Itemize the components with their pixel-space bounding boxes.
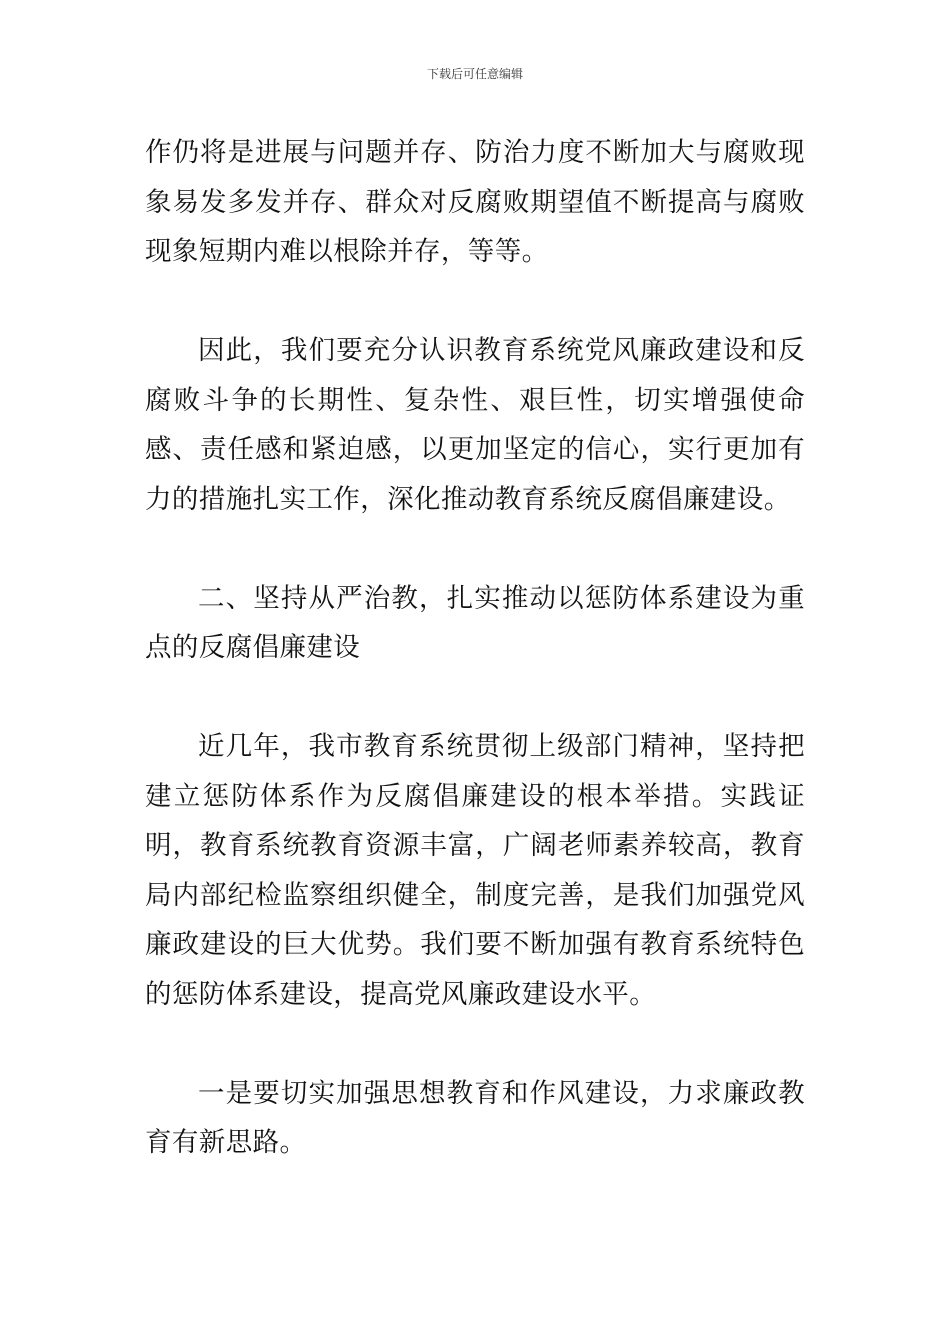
paragraph-3: 近几年，我市教育系统贯彻上级部门精神，坚持把建立惩防体系作为反腐倡廉建设的根本举措。实践证明，教育系统教育资源丰富，广阔老师素养较高，教育局内部纪检监察组织健全，制度完善，是我们加强党风廉政建设的巨大优势。我们要不断加强有教育系统特色的惩防体系建设，提高党风廉政建设水平。: [145, 731, 805, 1010]
paragraph-1: 作仍将是进展与问题并存、防治力度不断加大与腐败现象易发多发并存、群众对反腐败期望值不断提高与腐败现象短期内难以根除并存，等等。: [145, 137, 805, 267]
paragraph-spacer: [145, 673, 805, 723]
page-header-note: 下载后可任意编辑: [426, 67, 523, 81]
paragraph-4: 一是要切实加强思想教育和作风建设，力求廉政教育有新思路。: [145, 1077, 805, 1158]
paragraph-2: 因此，我们要充分认识教育系统党风廉政建设和反腐败斗争的长期性、复杂性、艰巨性，切实增强使命感、责任感和紧迫感，以更加坚定的信心，实行更加有力的措施扎实工作，深化推动教育系统反腐倡廉建设。: [145, 335, 805, 515]
document-body: [145, 128, 805, 1168]
paragraph-spacer: [145, 524, 805, 574]
section-heading-2: 二、坚持从严治教，扎实推动以惩防体系建设为重点的反腐倡廉建设: [145, 582, 805, 663]
paragraph-spacer: [145, 1019, 805, 1069]
paragraph-spacer: [145, 277, 805, 327]
